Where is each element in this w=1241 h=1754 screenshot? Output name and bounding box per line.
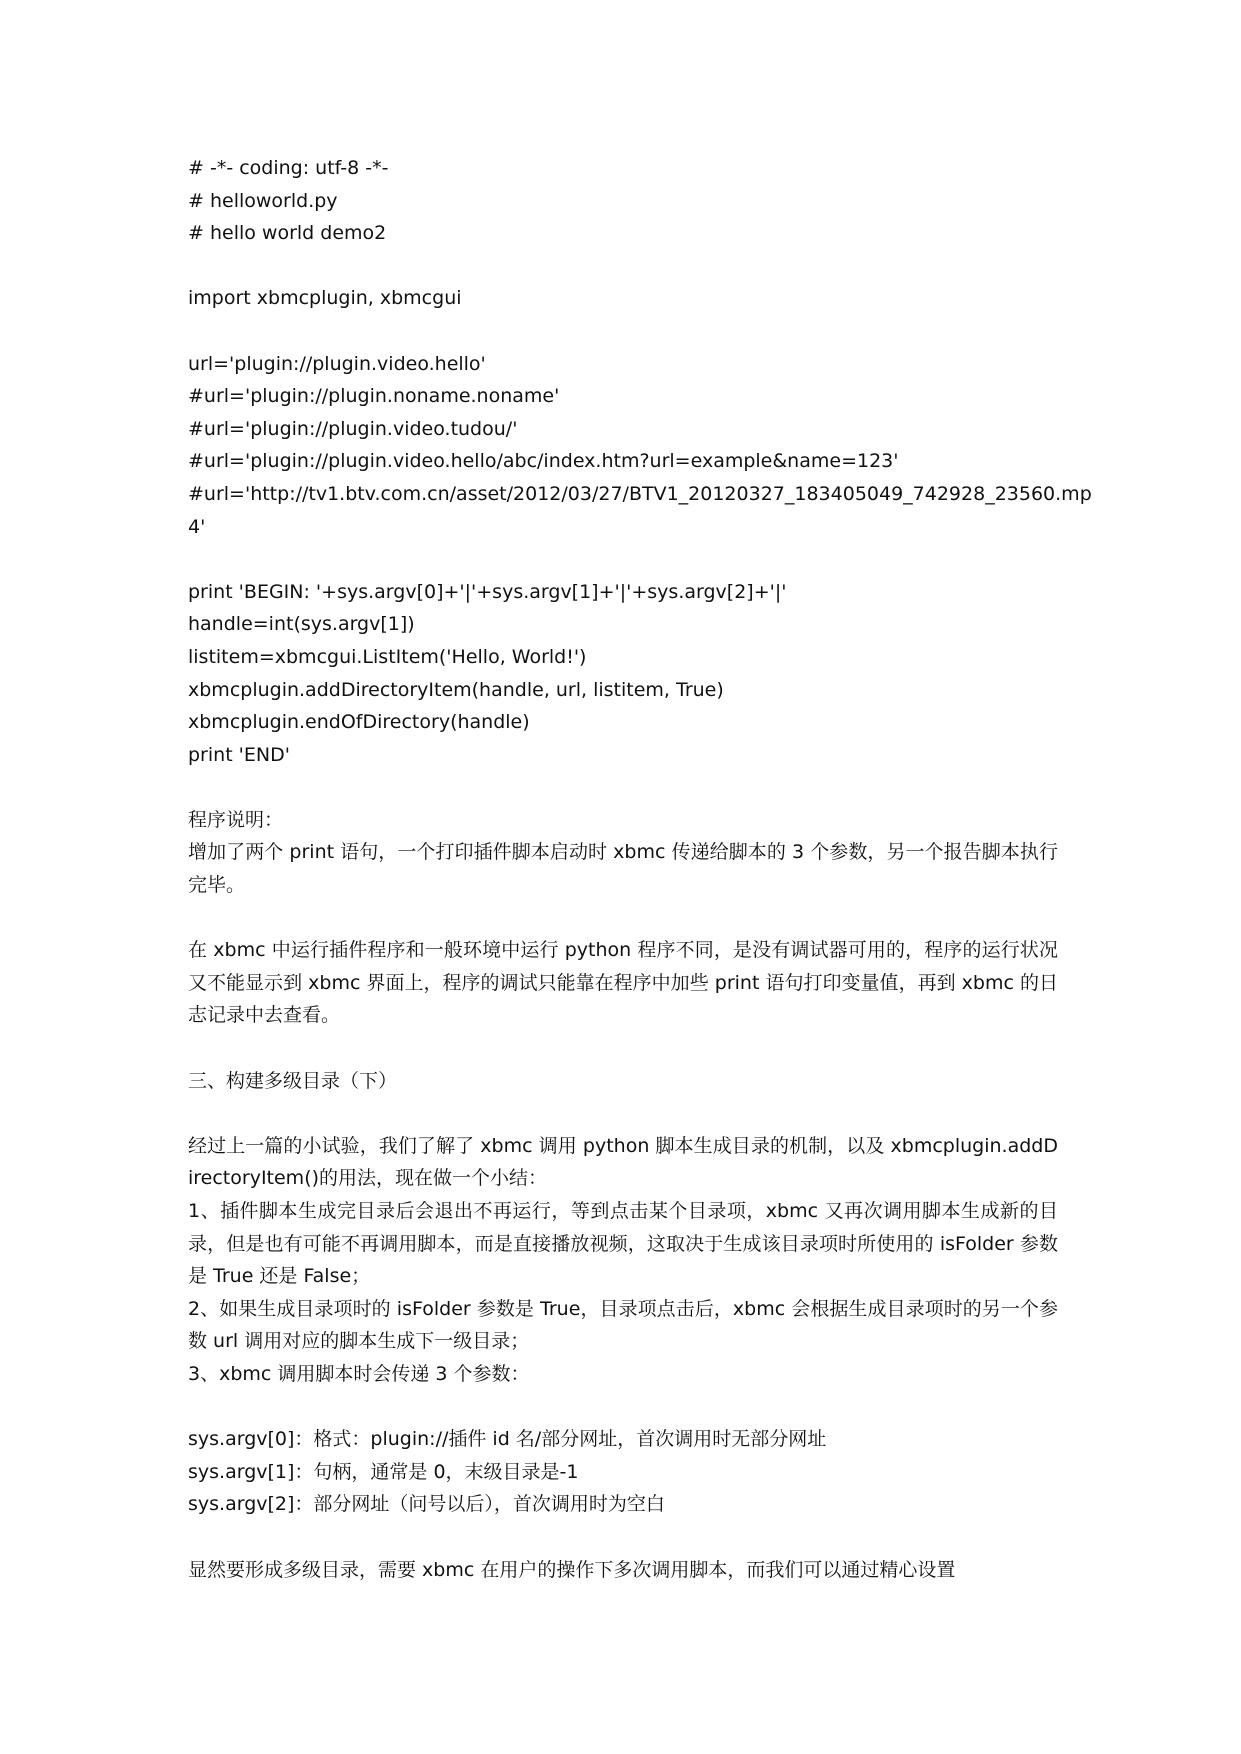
code-line: xbmcplugin.endOfDirectory(handle) [188, 711, 530, 734]
code-line: import xbmcplugin, xbmcgui [188, 287, 462, 310]
code-line: print 'BEGIN: '+sys.argv[0]+'|'+sys.argv[1]+'|'+sys.argv[2]+'|' [188, 580, 787, 603]
explain-paragraph: 增加了两个 print 语句，一个打印插件脚本启动时 xbmc 传递给脚本的 3 个参数，另一个报告脚本执行完毕。 [188, 841, 1058, 897]
blank-line [188, 315, 1058, 348]
code-line: url='plugin://plugin.video.hello' [188, 352, 486, 375]
code-line: # -*- coding: utf-8 -*- [188, 157, 389, 179]
argv-line: sys.argv[1]：句柄，通常是 0，末级目录是-1 [188, 1460, 579, 1483]
code-line: handle=int(sys.argv[1]) [188, 613, 415, 636]
document-body [188, 152, 1092, 1586]
section-heading: 三、构建多级目录（下） [188, 1069, 398, 1092]
blank-line [188, 1391, 1058, 1424]
closing-paragraph: 显然要形成多级目录，需要 xbmc 在用户的操作下多次调用脚本，而我们可以通过精心设置 [188, 1558, 956, 1581]
code-line: #url='plugin://plugin.noname.noname' [188, 385, 560, 408]
code-line: xbmcplugin.addDirectoryItem(handle, url, listitem, True) [188, 678, 724, 701]
blank-line [188, 250, 1058, 283]
code-line: # helloworld.py [188, 189, 338, 212]
code-line: 4' [188, 515, 206, 538]
summary-paragraph: 3、xbmc 调用脚本时会传递 3 个参数： [188, 1362, 530, 1385]
blank-line [188, 771, 1058, 804]
explain-paragraph: 在 xbmc 中运行插件程序和一般环境中运行 python 程序不同，是没有调试器可用的，程序的运行状况又不能显示到 xbmc 界面上，程序的调试只能靠在程序中加些 print 语句打印变量值，再到 xbmc 的日志记录中去查看。 [188, 939, 1058, 1027]
code-line: listitem=xbmcgui.ListItem('Hello, World!') [188, 645, 587, 668]
blank-line [188, 1521, 1058, 1554]
blank-line [188, 1032, 1058, 1065]
code-line: #url='http://tv1.btv.com.cn/asset/2012/03/27/BTV1_20120327_183405049_742928_23560.mp [188, 482, 1092, 505]
blank-line [188, 543, 1058, 576]
summary-paragraph: 经过上一篇的小试验，我们了解了 xbmc 调用 python 脚本生成目录的机制，以及 xbmcplugin.addDirectoryItem()的用法，现在做一个小结： [188, 1134, 1058, 1190]
argv-line: sys.argv[0]：格式：plugin://插件 id 名/部分网址，首次调用时无部分网址 [188, 1428, 827, 1451]
summary-paragraph: 1、插件脚本生成完目录后会退出不再运行，等到点击某个目录项，xbmc 又再次调用脚本生成新的目录，但是也有可能不再调用脚本，而是直接播放视频，这取决于生成该目录项时所使用的 isFolder 参数是 True 还是 False； [188, 1200, 1058, 1288]
blank-line [188, 902, 1058, 935]
code-line: # hello world demo2 [188, 222, 387, 245]
code-line: #url='plugin://plugin.video.hello/abc/index.htm?url=example&name=123' [188, 450, 899, 473]
code-line: #url='plugin://plugin.video.tudou/' [188, 417, 518, 440]
blank-line [188, 1097, 1058, 1130]
summary-paragraph: 2、如果生成目录项时的 isFolder 参数是 True，目录项点击后，xbmc 会根据生成目录项时的另一个参数 url 调用对应的脚本生成下一级目录； [188, 1297, 1058, 1353]
argv-line: sys.argv[2]：部分网址（问号以后），首次调用时为空白 [188, 1493, 665, 1516]
explain-title: 程序说明： [188, 808, 284, 831]
code-line: print 'END' [188, 743, 290, 766]
